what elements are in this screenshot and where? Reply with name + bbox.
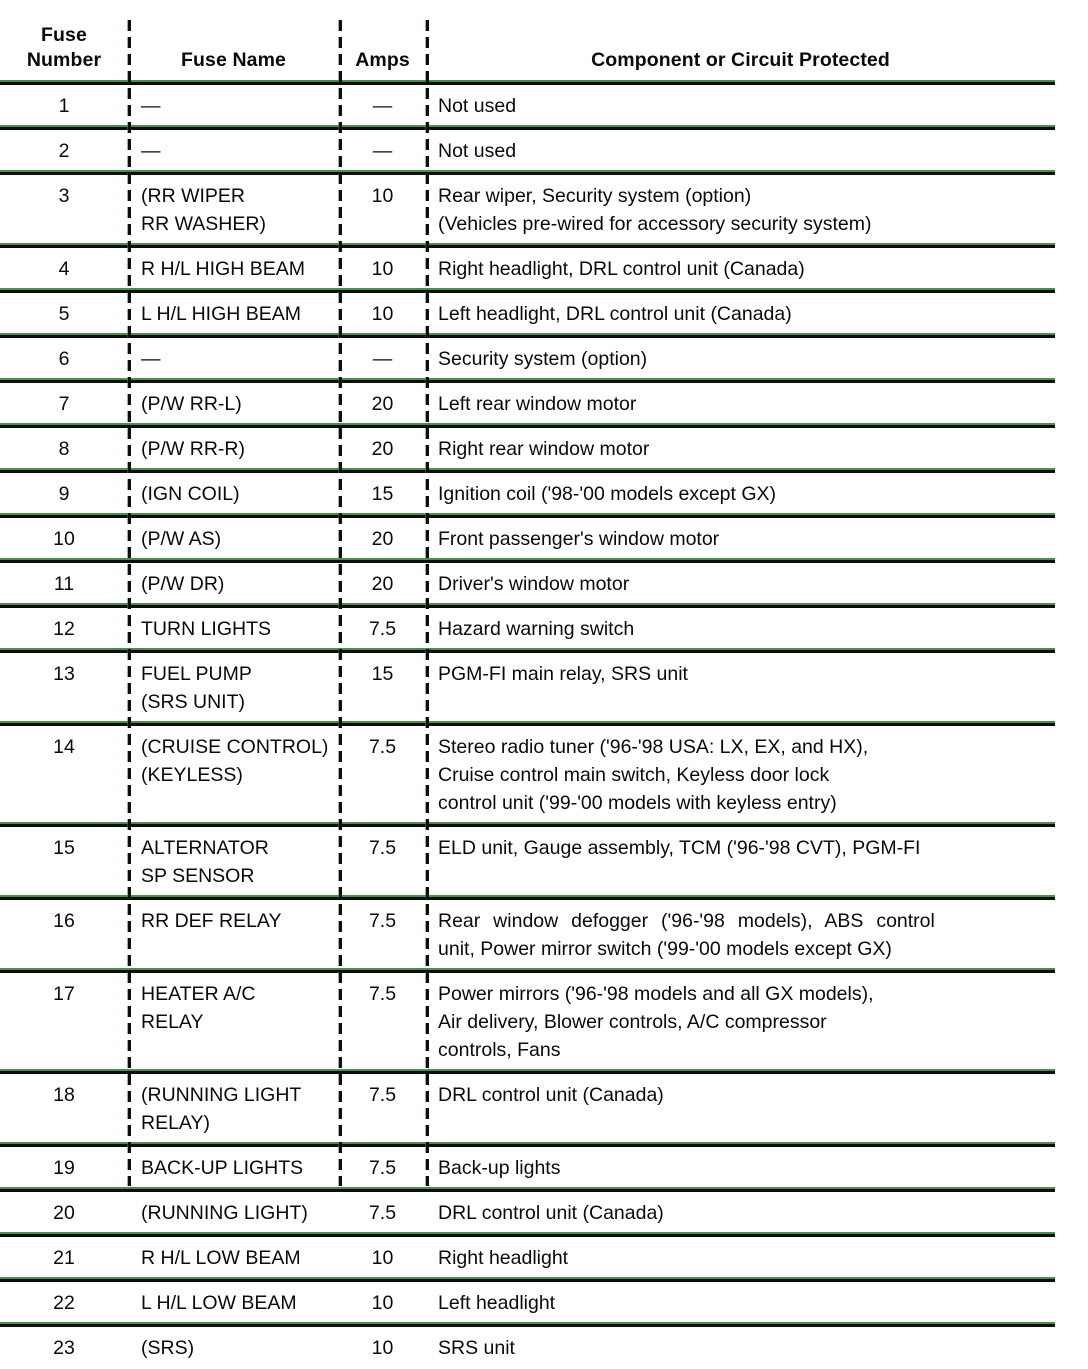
cell-amps (339, 898, 426, 971)
fuse-number-value: 11 (53, 572, 75, 595)
cell-amps (339, 1235, 426, 1280)
table-row (0, 971, 1055, 1072)
component-protected-line: unit, Power mirror switch ('99-'00 models except GX) (438, 937, 892, 960)
table-row (0, 1190, 1055, 1235)
cell-component-protected (426, 128, 1055, 173)
fuse-number-value: 3 (58, 184, 70, 207)
cell-fuse-number (0, 1235, 128, 1280)
component-protected-line: Right rear window motor (438, 437, 650, 460)
cell-fuse-name (128, 1280, 339, 1325)
cell-fuse-name (128, 651, 339, 724)
fuse-name-line: — (141, 94, 161, 117)
fuse-name-value (141, 338, 339, 380)
fuse-number-value: 4 (58, 257, 70, 280)
cell-fuse-number (0, 83, 128, 128)
cell-fuse-number (0, 336, 128, 381)
component-protected-line: Not used (438, 94, 517, 117)
fuse-name-line: BACK-UP LIGHTS (141, 1156, 304, 1179)
fuse-name-value (141, 653, 339, 723)
fuse-name-line: (RR WIPER (141, 184, 245, 207)
table-row (0, 1235, 1055, 1280)
cell-component-protected (426, 971, 1055, 1072)
table-row (0, 516, 1055, 561)
component-protected-line: Cruise control main switch, Keyless door lock (438, 763, 830, 786)
cell-component-protected (426, 83, 1055, 128)
fuse-number-value: 15 (53, 836, 75, 859)
cell-amps (339, 724, 426, 825)
fuse-name-value (141, 428, 339, 470)
table-row (0, 825, 1055, 898)
cell-amps (339, 246, 426, 291)
fuse-name-value (141, 383, 339, 425)
amps-value: 7.5 (368, 1156, 397, 1179)
cell-component-protected (426, 291, 1055, 336)
component-protected-line: DRL control unit (Canada) (438, 1201, 664, 1224)
component-protected-value (438, 608, 1049, 650)
fuse-number-value: 7 (58, 392, 70, 415)
cell-component-protected (426, 426, 1055, 471)
fuse-number-value: 16 (53, 909, 75, 932)
fuse-number-value: 6 (58, 347, 70, 370)
cell-fuse-number (0, 825, 128, 898)
amps-value: 7.5 (368, 735, 397, 758)
component-protected-value (438, 130, 1049, 172)
fuse-name-line: (IGN COIL) (141, 482, 240, 505)
table-row (0, 336, 1055, 381)
cell-fuse-name (128, 173, 339, 246)
fuse-name-line: RR WASHER) (141, 212, 266, 235)
component-protected-value (438, 1237, 1049, 1279)
component-protected-line: Rear window defogger ('96-'98 models), ABS control (438, 909, 935, 932)
table-row (0, 1325, 1055, 1369)
cell-amps (339, 516, 426, 561)
table-row (0, 651, 1055, 724)
component-protected-value (438, 827, 1049, 869)
fuse-name-line: L H/L LOW BEAM (141, 1291, 297, 1314)
fuse-name-line: R H/L LOW BEAM (141, 1246, 301, 1269)
cell-fuse-name (128, 471, 339, 516)
fuse-name-line: L H/L HIGH BEAM (141, 302, 302, 325)
fuse-name-value (141, 900, 339, 942)
fuse-name-line: HEATER A/C (141, 982, 256, 1005)
cell-fuse-name (128, 1190, 339, 1235)
header-fuse-name-label: Fuse Name (181, 48, 286, 71)
cell-fuse-name (128, 825, 339, 898)
fuse-name-line: (RUNNING LIGHT (141, 1083, 302, 1106)
cell-fuse-name (128, 561, 339, 606)
fuse-number-value: 18 (53, 1083, 75, 1106)
fuse-name-value (141, 130, 339, 172)
cell-component-protected (426, 724, 1055, 825)
cell-amps (339, 291, 426, 336)
header-row (0, 0, 1055, 83)
amps-value: 15 (371, 482, 394, 505)
fuse-name-line: (P/W AS) (141, 527, 222, 550)
cell-fuse-name (128, 128, 339, 173)
fuse-number-value: 19 (53, 1156, 75, 1179)
cell-fuse-name (128, 291, 339, 336)
amps-value: 7.5 (368, 909, 397, 932)
cell-amps (339, 1325, 426, 1369)
fuse-number-value: 12 (53, 617, 75, 640)
component-protected-line: ELD unit, Gauge assembly, TCM ('96-'98 CVT), PGM-FI (438, 836, 921, 859)
cell-fuse-number (0, 898, 128, 971)
cell-amps (339, 561, 426, 606)
fuse-name-value (141, 1327, 339, 1369)
fuse-number-value: 9 (58, 482, 70, 505)
fuse-name-line: RELAY) (141, 1111, 210, 1134)
cell-fuse-name (128, 246, 339, 291)
fuse-name-value (141, 1282, 339, 1324)
cell-fuse-number (0, 971, 128, 1072)
cell-component-protected (426, 898, 1055, 971)
header-amps-label: Amps (355, 48, 410, 71)
cell-fuse-number (0, 173, 128, 246)
fuse-name-line: (P/W DR) (141, 572, 225, 595)
amps-value: — (372, 347, 393, 370)
cell-component-protected (426, 825, 1055, 898)
fuse-name-line: (P/W RR-L) (141, 392, 242, 415)
cell-amps (339, 651, 426, 724)
table-row (0, 898, 1055, 971)
amps-value: 10 (371, 184, 394, 207)
header-component-label: Component or Circuit Protected (591, 48, 890, 71)
component-protected-line: Power mirrors ('96-'98 models and all GX models), (438, 982, 874, 1005)
cell-amps (339, 825, 426, 898)
fuse-name-line: — (141, 347, 161, 370)
component-protected-line: controls, Fans (438, 1038, 561, 1061)
fuse-number-value: 14 (53, 735, 75, 758)
component-protected-line: Front passenger's window motor (438, 527, 720, 550)
cell-component-protected (426, 651, 1055, 724)
component-protected-value (438, 726, 1049, 824)
amps-value: 7.5 (368, 617, 397, 640)
header-fuse-name (128, 0, 339, 83)
cell-amps (339, 971, 426, 1072)
cell-fuse-name (128, 1145, 339, 1190)
table-row (0, 561, 1055, 606)
component-protected-line: Right headlight (438, 1246, 569, 1269)
component-protected-line: Stereo radio tuner ('96-'98 USA: LX, EX, and HX), (438, 735, 869, 758)
cell-fuse-number (0, 516, 128, 561)
cell-fuse-number (0, 426, 128, 471)
component-protected-value (438, 973, 1049, 1071)
component-protected-line: Ignition coil ('98-'00 models except GX) (438, 482, 777, 505)
component-protected-line: Air delivery, Blower controls, A/C compressor (438, 1010, 827, 1033)
fuse-name-value (141, 518, 339, 560)
cell-fuse-name (128, 724, 339, 825)
amps-value: 20 (371, 572, 394, 595)
fuse-number-value: 13 (53, 662, 75, 685)
fuse-name-line: — (141, 139, 161, 162)
fuse-name-line: RELAY (141, 1010, 204, 1033)
fuse-name-value (141, 827, 339, 897)
table-row (0, 128, 1055, 173)
cell-fuse-number (0, 246, 128, 291)
cell-fuse-number (0, 1190, 128, 1235)
fuse-name-line: (P/W RR-R) (141, 437, 245, 460)
fuse-name-line: TURN LIGHTS (141, 617, 272, 640)
cell-fuse-number (0, 471, 128, 516)
fuse-name-line: (SRS) (141, 1336, 195, 1359)
amps-value: 20 (371, 527, 394, 550)
component-protected-value (438, 563, 1049, 605)
table-row (0, 471, 1055, 516)
amps-value: 10 (371, 1336, 394, 1359)
fuse-name-line: ALTERNATOR (141, 836, 269, 859)
cell-fuse-number (0, 561, 128, 606)
component-protected-value (438, 518, 1049, 560)
fuse-name-value (141, 85, 339, 127)
fuse-name-value (141, 973, 339, 1043)
amps-value: 10 (371, 1246, 394, 1269)
amps-value: 10 (371, 302, 394, 325)
component-protected-value (438, 1147, 1049, 1189)
fuse-number-value: 17 (53, 982, 75, 1005)
table-row (0, 1145, 1055, 1190)
fuse-name-value (141, 726, 339, 796)
fuse-name-value (141, 1237, 339, 1279)
component-protected-line: Right headlight, DRL control unit (Canada) (438, 257, 805, 280)
cell-fuse-number (0, 1072, 128, 1145)
fuse-number-value: 2 (58, 139, 70, 162)
cell-component-protected (426, 381, 1055, 426)
cell-fuse-number (0, 1325, 128, 1369)
header-fuse-number-line2: Number (26, 48, 102, 71)
component-protected-value (438, 900, 1049, 970)
fuse-name-value (141, 563, 339, 605)
amps-value: — (372, 94, 393, 117)
fuse-name-value (141, 608, 339, 650)
fuse-number-value: 5 (58, 302, 70, 325)
cell-component-protected (426, 1145, 1055, 1190)
cell-fuse-name (128, 336, 339, 381)
table-row (0, 173, 1055, 246)
cell-amps (339, 1280, 426, 1325)
table-row (0, 83, 1055, 128)
cell-fuse-number (0, 128, 128, 173)
header-fuse-number-line1: Fuse (41, 23, 87, 46)
fuse-name-value (141, 293, 339, 335)
table-header (0, 0, 1055, 83)
fuse-number-value: 1 (58, 94, 70, 117)
amps-value: 7.5 (368, 1201, 397, 1224)
component-protected-line: Rear wiper, Security system (option) (438, 184, 752, 207)
fuse-name-value (141, 1074, 339, 1144)
table-row (0, 1072, 1055, 1145)
component-protected-value (438, 1282, 1049, 1324)
cell-fuse-name (128, 381, 339, 426)
fuse-name-line: SP SENSOR (141, 864, 255, 887)
amps-value: 10 (371, 257, 394, 280)
cell-amps (339, 83, 426, 128)
fuse-name-value (141, 473, 339, 515)
component-protected-value (438, 428, 1049, 470)
component-protected-line: DRL control unit (Canada) (438, 1083, 664, 1106)
cell-fuse-number (0, 1280, 128, 1325)
table-row (0, 1280, 1055, 1325)
fuse-name-line: RR DEF RELAY (141, 909, 282, 932)
cell-component-protected (426, 1325, 1055, 1369)
amps-value: 20 (371, 392, 394, 415)
component-protected-value (438, 473, 1049, 515)
cell-amps (339, 381, 426, 426)
amps-value: 15 (371, 662, 394, 685)
header-component-protected (426, 0, 1055, 83)
cell-fuse-number (0, 381, 128, 426)
amps-value: 7.5 (368, 836, 397, 859)
cell-amps (339, 471, 426, 516)
cell-fuse-name (128, 426, 339, 471)
cell-fuse-name (128, 1072, 339, 1145)
table-row (0, 291, 1055, 336)
fuse-name-value (141, 248, 339, 290)
component-protected-value (438, 338, 1049, 380)
cell-fuse-number (0, 1145, 128, 1190)
fuse-name-value (141, 175, 339, 245)
cell-amps (339, 1190, 426, 1235)
table-row (0, 724, 1055, 825)
cell-fuse-number (0, 606, 128, 651)
component-protected-line: Back-up lights (438, 1156, 561, 1179)
amps-value: 10 (371, 1291, 394, 1314)
cell-component-protected (426, 516, 1055, 561)
fuse-name-line: (CRUISE CONTROL) (141, 735, 329, 758)
component-protected-line: Hazard warning switch (438, 617, 635, 640)
fuse-number-value: 21 (53, 1246, 75, 1269)
cell-component-protected (426, 246, 1055, 291)
cell-component-protected (426, 336, 1055, 381)
fuse-number-value: 20 (53, 1201, 75, 1224)
cell-amps (339, 128, 426, 173)
table-row (0, 246, 1055, 291)
component-protected-value (438, 248, 1049, 290)
fuse-number-value: 10 (53, 527, 75, 550)
cell-amps (339, 1145, 426, 1190)
table-row (0, 426, 1055, 471)
fuse-name-line: (SRS UNIT) (141, 690, 245, 713)
table-row (0, 606, 1055, 651)
cell-fuse-name (128, 1235, 339, 1280)
fuse-name-line: FUEL PUMP (141, 662, 252, 685)
component-protected-value (438, 175, 1049, 245)
table-body (0, 83, 1055, 1369)
amps-value: 20 (371, 437, 394, 460)
fuse-name-line: (KEYLESS) (141, 763, 243, 786)
fuse-number-value: 22 (53, 1291, 75, 1314)
fuse-name-value (141, 1147, 339, 1189)
cell-amps (339, 1072, 426, 1145)
amps-value: 7.5 (368, 982, 397, 1005)
component-protected-line: Driver's window motor (438, 572, 630, 595)
cell-component-protected (426, 561, 1055, 606)
table-row (0, 381, 1055, 426)
header-fuse-number (0, 0, 128, 83)
cell-fuse-number (0, 651, 128, 724)
component-protected-line: Not used (438, 139, 517, 162)
component-protected-line: Left rear window motor (438, 392, 637, 415)
cell-amps (339, 173, 426, 246)
component-protected-value (438, 383, 1049, 425)
fuse-number-value: 8 (58, 437, 70, 460)
fuse-name-line: R H/L HIGH BEAM (141, 257, 305, 280)
amps-value: 7.5 (368, 1083, 397, 1106)
cell-amps (339, 606, 426, 651)
component-protected-line: control unit ('99-'00 models with keyless entry) (438, 791, 837, 814)
component-protected-line: Left headlight (438, 1291, 556, 1314)
component-protected-value (438, 653, 1049, 695)
cell-fuse-number (0, 291, 128, 336)
component-protected-line: PGM-FI main relay, SRS unit (438, 662, 688, 685)
component-protected-value (438, 1327, 1049, 1369)
cell-fuse-name (128, 1325, 339, 1369)
cell-amps (339, 426, 426, 471)
component-protected-line: (Vehicles pre-wired for accessory security system) (438, 212, 872, 235)
cell-fuse-number (0, 724, 128, 825)
header-amps (339, 0, 426, 83)
component-protected-line: Left headlight, DRL control unit (Canada) (438, 302, 792, 325)
cell-amps (339, 336, 426, 381)
component-protected-line: Security system (option) (438, 347, 648, 370)
cell-component-protected (426, 1190, 1055, 1235)
cell-fuse-name (128, 971, 339, 1072)
cell-component-protected (426, 1280, 1055, 1325)
cell-component-protected (426, 606, 1055, 651)
fuse-name-value (141, 1192, 339, 1234)
cell-component-protected (426, 1235, 1055, 1280)
fuse-name-line: (RUNNING LIGHT) (141, 1201, 308, 1224)
cell-component-protected (426, 1072, 1055, 1145)
amps-value: — (372, 139, 393, 162)
component-protected-value (438, 85, 1049, 127)
component-protected-value (438, 293, 1049, 335)
cell-fuse-name (128, 898, 339, 971)
fuse-number-value: 23 (53, 1336, 75, 1359)
component-protected-line: SRS unit (438, 1336, 515, 1359)
component-protected-value (438, 1074, 1049, 1116)
cell-fuse-name (128, 83, 339, 128)
cell-fuse-name (128, 516, 339, 561)
cell-component-protected (426, 173, 1055, 246)
cell-fuse-name (128, 606, 339, 651)
component-protected-value (438, 1192, 1049, 1234)
cell-component-protected (426, 471, 1055, 516)
